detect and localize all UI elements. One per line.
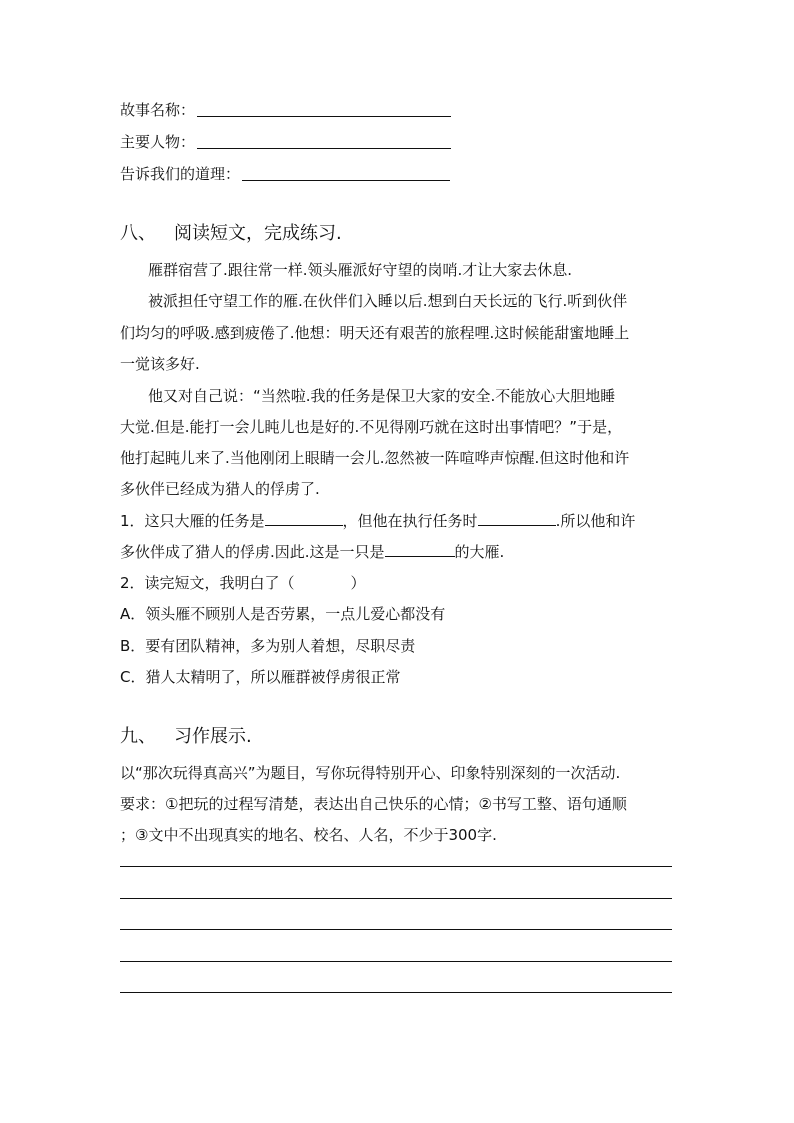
section8-number: 八、: [120, 223, 156, 244]
question2: [120, 572, 680, 593]
question1-line1: [120, 510, 680, 531]
passage-p3-line3: 他打起盹儿来了.当他刚闭上眼睛一会儿.忽然被一阵喧哗声惊醒.但这时他和许: [120, 449, 630, 467]
main-characters-blank[interactable]: [197, 147, 451, 149]
passage-p2-line3: 一觉该多好.: [120, 355, 200, 373]
question1-text-d: 多伙伴成了猎人的俘虏.因此.这是一只是: [120, 543, 385, 561]
passage-p1: 雁群宿营了.跟往常一样.领头雁派好守望的岗哨.才让大家去休息.: [148, 261, 573, 279]
moral-label: 告诉我们的道理：: [120, 165, 241, 183]
story-name-blank[interactable]: [197, 115, 451, 117]
section8-heading: [120, 219, 342, 245]
passage-p2-line2: 们均匀的呼吸.感到疲倦了.他想：明天还有艰苦的旅程哩.这时候能甜蜜地睡上: [120, 324, 630, 342]
story-name-row: [120, 100, 451, 120]
passage-p3-line2: 大觉.但是.能打一会儿盹儿也是好的.不见得刚巧就在这时出事情吧？”于是，: [120, 418, 623, 436]
question1-text-b: ，但他在执行任务时: [342, 512, 478, 530]
section9-number: 九、: [120, 726, 156, 747]
passage-p2-line1: 被派担任守望工作的雁.在伙伴们入睡以后.想到白天长远的飞行.听到伙伴: [148, 292, 628, 310]
writing-line[interactable]: [120, 898, 672, 899]
story-name-label: 故事名称：: [120, 101, 196, 119]
option-b: B．要有团队精神，多为别人着想，尽职尽责: [120, 637, 416, 655]
question2-text-a: 2．读完短文，我明白了（: [120, 574, 295, 592]
passage-p3-line1: 他又对自己说：“当然啦.我的任务是保卫大家的安全.不能放心大胆地睡: [148, 387, 616, 405]
question1-text-e: 的大雁.: [454, 543, 505, 561]
moral-row: [120, 164, 450, 184]
essay-prompt-line3: ；③文中不出现真实的地名、校名、人名，不少于300字.: [120, 826, 497, 844]
question1-blank-1[interactable]: [265, 511, 343, 526]
option-a: A．领头雁不顾别人是否劳累，一点儿爱心都没有: [120, 605, 446, 623]
question2-text-b: ）: [350, 574, 366, 592]
question1-line2: [120, 541, 680, 562]
writing-line[interactable]: [120, 866, 672, 867]
question1-text-a: 1．这只大雁的任务是: [120, 512, 265, 530]
question1-blank-2[interactable]: [478, 511, 556, 526]
essay-prompt-line1: 以“那次玩得真高兴”为题目，写你玩得特别开心、印象特别深刻的一次活动.: [120, 764, 621, 782]
writing-line[interactable]: [120, 961, 672, 962]
option-c: C．猎人太精明了，所以雁群被俘虏很正常: [120, 668, 401, 686]
passage-p3-line4: 多伙伴已经成为猎人的俘虏了.: [120, 480, 320, 498]
main-characters-row: [120, 132, 451, 152]
question1-blank-3[interactable]: [385, 542, 455, 557]
main-characters-label: 主要人物：: [120, 133, 196, 151]
section8-title: 阅读短文，完成练习.: [174, 223, 342, 244]
essay-prompt-line2: 要求：①把玩的过程写清楚，表达出自己快乐的心情；②书写工整、语句通顺: [120, 795, 627, 813]
question1-text-c: .所以他和许: [555, 512, 636, 530]
writing-line[interactable]: [120, 929, 672, 930]
writing-line[interactable]: [120, 992, 672, 993]
section9-title: 习作展示.: [174, 726, 252, 747]
moral-blank[interactable]: [242, 179, 450, 181]
section9-heading: [120, 722, 252, 748]
